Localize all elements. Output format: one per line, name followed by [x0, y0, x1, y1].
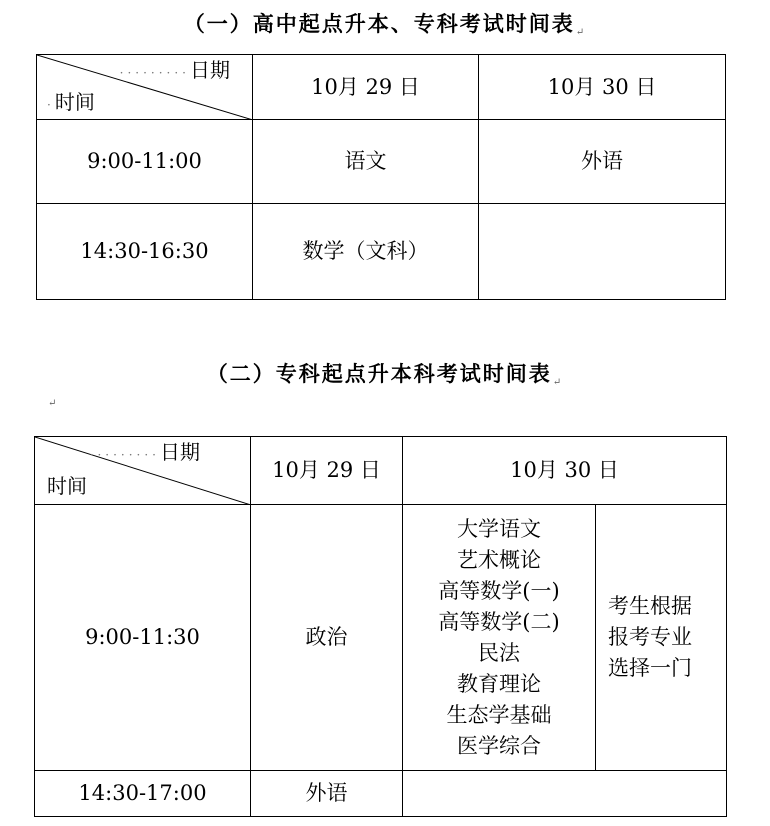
time-label: 时间: [54, 90, 95, 114]
section1-title: （一）高中起点升本、专科考试时间表↵: [183, 11, 587, 38]
date-label: 日期: [190, 58, 230, 82]
subject-item: 高等数学(一): [438, 578, 560, 603]
time-cell: 14:30-17:00: [35, 771, 251, 817]
subject-list: [403, 505, 596, 771]
time-label: 时间: [47, 474, 87, 498]
header-diagonal-cell: ·········日期 ·时间: [37, 55, 253, 120]
subject-item: 医学综合: [457, 733, 541, 758]
column-header-oct29: 10月 29 日: [251, 437, 403, 505]
paragraph-mark: ↵: [48, 398, 57, 409]
schedule-table-2: [34, 436, 727, 817]
subject-item: 教育理论: [457, 671, 541, 696]
time-cell: 9:00-11:30: [35, 505, 251, 771]
subject-cell: 外语: [251, 771, 403, 817]
note-line: 考生根据: [608, 594, 692, 618]
subject-cell: 数学（文科）: [253, 204, 479, 300]
header-diagonal-cell: ·········日期 时间: [35, 437, 251, 505]
empty-cell: [479, 204, 726, 300]
column-header-oct30: 10月 30 日: [479, 55, 726, 120]
date-label: 日期: [160, 440, 200, 464]
empty-cell: [403, 771, 727, 817]
subject-item: 民法: [478, 640, 520, 665]
subject-cell: 外语: [479, 120, 726, 204]
selection-note: [596, 505, 727, 771]
subject-cell: 语文: [253, 120, 479, 204]
section2-title: （二）专科起点升本科考试时间表↵: [206, 361, 564, 388]
time-cell: 14:30-16:30: [37, 204, 253, 300]
column-header-oct29: 10月 29 日: [253, 55, 479, 120]
note-line: 选择一门: [608, 656, 692, 680]
subject-item: 高等数学(二): [438, 609, 560, 634]
subject-cell: 政治: [251, 505, 403, 771]
subject-item: 大学语文: [457, 516, 541, 541]
subject-item: 生态学基础: [446, 702, 552, 727]
column-header-oct30: 10月 30 日: [403, 437, 727, 505]
note-line: 报考专业: [608, 625, 692, 649]
schedule-table-1: [36, 54, 726, 300]
subject-item: 艺术概论: [457, 547, 541, 572]
time-cell: 9:00-11:00: [37, 120, 253, 204]
